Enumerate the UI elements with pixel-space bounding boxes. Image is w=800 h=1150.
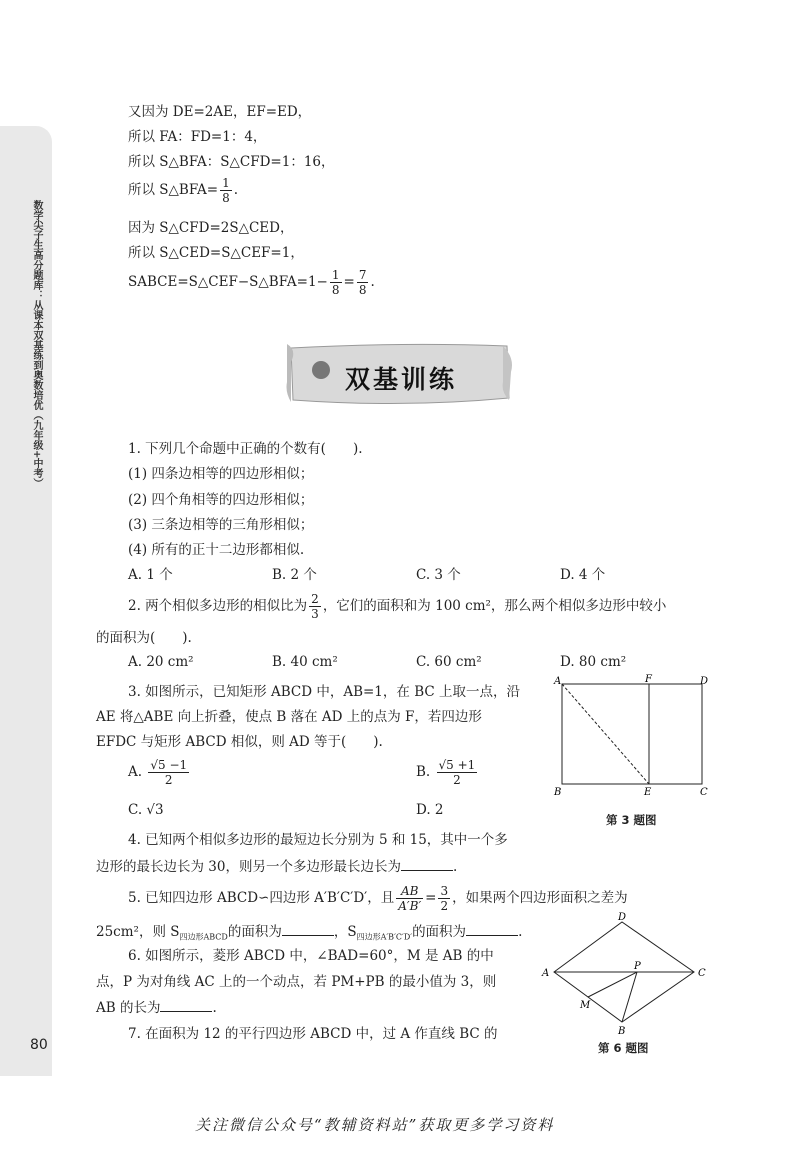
footer-note: 关注微信公众号“教辅资料站”获取更多学习资料 xyxy=(195,1116,555,1134)
q3-line-2: AE 将△ABE 向上折叠，使点 B 落在 AD 上的点为 F，若四边形 xyxy=(96,709,482,725)
numerator: √5 −1 xyxy=(150,758,188,772)
solution-line-7-text: SABCE=S△CEF−S△BFA=1− xyxy=(128,274,328,290)
q5-text-g: 的面积为 xyxy=(412,924,467,940)
q3-option-b xyxy=(416,758,479,787)
q1-option-c: C. 3 个 xyxy=(416,567,461,583)
q3-line-3: EFDC 与矩形 ABCD 相似，则 AD 等于( ). xyxy=(96,734,383,750)
q3-option-d: D. 2 xyxy=(416,802,444,818)
label-b: B xyxy=(618,1026,626,1037)
sidebar xyxy=(0,126,52,1076)
q6-line-1: 6. 如图所示，菱形 ABCD 中，∠BAD=60°，M 是 AB 的中 xyxy=(128,948,494,964)
numerator: 2 xyxy=(311,592,319,606)
denominator: 2 xyxy=(453,773,461,787)
label-p: P xyxy=(634,961,641,972)
section-title: 双基训练 xyxy=(345,365,458,394)
fraction xyxy=(148,758,189,787)
denominator: 8 xyxy=(222,191,230,205)
q2-stem-c: 的面积为( ). xyxy=(96,630,192,646)
q5-subscript-2: 四边形A′B′C′D′ xyxy=(356,932,413,942)
solution-line-1: 又因为 DE=2AE，EF=ED， xyxy=(128,104,312,120)
fraction xyxy=(437,758,478,787)
q1-stem: 1. 下列几个命题中正确的个数有( ). xyxy=(128,441,363,457)
q6-line-3-text: AB 的长为 xyxy=(96,1000,161,1016)
label-d: D xyxy=(700,676,709,687)
q3-option-a-label: A. xyxy=(128,764,143,780)
q2-option-d: D. 80 cm² xyxy=(560,654,627,670)
q1-item-1: (1) 四条边相等的四边形相似； xyxy=(128,466,314,482)
numerator: AB xyxy=(396,884,423,899)
q3-figure xyxy=(548,672,718,800)
fraction xyxy=(396,884,423,913)
book-title: 数学尖子生高分题库：从课本双基练到奥数培优（九年级+中考） xyxy=(31,200,42,489)
q3-option-b-label: B. xyxy=(416,764,431,780)
numerator: 1 xyxy=(222,176,230,190)
q4-line-2: 边形的最长边长为 30，则另一个多边形最长边长为 . xyxy=(96,859,458,875)
q1-item-3: (3) 三条边相等的三角形相似； xyxy=(128,517,314,533)
answer-blank xyxy=(401,858,453,871)
answer-blank xyxy=(466,923,518,936)
q1-option-a: A. 1 个 xyxy=(128,567,173,583)
q2-option-a: A. 20 cm² xyxy=(128,654,194,670)
label-e: E xyxy=(644,787,652,798)
q2-stem-a: 2. 两个相似多边形的相似比为 xyxy=(128,598,308,614)
solution-line-5: 因为 S△CFD=2S△CED， xyxy=(128,220,294,236)
fraction xyxy=(309,592,321,621)
q2-option-c: C. 60 cm² xyxy=(416,654,482,670)
q5-text-f: ，S xyxy=(333,924,357,940)
q3-option-a xyxy=(128,758,191,787)
denominator: 2 xyxy=(164,773,173,787)
solution-line-3: 所以 S△BFA：S△CFD=1：16， xyxy=(128,154,335,170)
denominator: 2 xyxy=(440,899,449,913)
q2-stem-b: ，它们的面积和为 100 cm²，那么两个相似多边形中较小 xyxy=(322,598,667,614)
q3-option-c: C. √3 xyxy=(128,802,164,818)
q2-option-b: B. 40 cm² xyxy=(272,654,338,670)
label-d: D xyxy=(618,912,627,923)
fraction xyxy=(330,268,342,297)
label-c: C xyxy=(700,787,708,798)
numerator: 1 xyxy=(331,268,340,282)
q5-text-e: 的面积为 xyxy=(227,924,282,940)
q3-line-1: 3. 如图所示，已知矩形 ABCD 中，AB=1，在 BC 上取一点，沿 xyxy=(128,684,520,700)
label-c: C xyxy=(698,968,706,979)
q1-option-b: B. 2 个 xyxy=(272,567,317,583)
numerator: 7 xyxy=(358,268,367,282)
q5-text-b: = xyxy=(425,890,437,906)
q6-line-2: 点，P 为对角线 AC 上的一个动点，若 PM+PB 的最小值为 3，则 xyxy=(96,974,497,990)
q5-subscript-1: 四边形ABCD xyxy=(179,932,228,942)
q5-text-d: 25cm²，则 S xyxy=(96,924,180,940)
q5-line-2: 25cm²，则 $S_{四边形ABCD}$的面积为 ，$S_{四边形A'B'C'D'}$的面积为 . xyxy=(96,924,523,942)
solution-line-7: SABCE=S△CEF−S△BFA=1− $\frac{1}{8}$ = $\frac{7}{8}$ . xyxy=(128,268,375,297)
q6-figure xyxy=(540,908,720,1038)
q5-text-a: 5. 已知四边形 ABCD∽四边形 A′B′C′D′，且 xyxy=(128,890,395,906)
fraction xyxy=(438,884,450,913)
q1-item-2: (2) 四个角相等的四边形相似； xyxy=(128,492,314,508)
q4-line-1: 4. 已知两个相似多边形的最短边长分别为 5 和 15，其中一个多 xyxy=(128,832,508,848)
label-a: A xyxy=(554,676,562,687)
solution-line-6: 所以 S△CED=S△CEF=1， xyxy=(128,245,304,261)
q7-line-1: 7. 在面积为 12 的平行四边形 ABCD 中，过 A 作直线 BC 的 xyxy=(128,1026,498,1042)
label-f: F xyxy=(645,674,652,685)
q5-text-c: ，如果两个四边形面积之差为 xyxy=(452,890,628,906)
label-m: M xyxy=(580,1000,591,1011)
denominator: 3 xyxy=(311,607,319,621)
fraction xyxy=(357,268,369,297)
q1-item-4: (4) 所有的正十二边形都相似. xyxy=(128,542,305,558)
solution-line-2: 所以 FA：FD=1：4， xyxy=(128,129,267,145)
q3-figure-caption: 第 3 题图 xyxy=(606,813,657,827)
q6-figure-caption: 第 6 题图 xyxy=(598,1041,649,1055)
answer-blank xyxy=(160,999,212,1012)
numerator: 3 xyxy=(440,884,449,898)
page-number: 80 xyxy=(30,1037,48,1053)
label-a: A xyxy=(542,968,550,979)
fraction xyxy=(220,176,232,205)
solution-line-4-text: 所以 S△BFA= xyxy=(128,182,219,198)
solution-line-4: 所以 S△BFA= $\frac{1}{8}$ . xyxy=(128,176,239,205)
q4-line-2-text: 边形的最长边长为 30，则另一个多边形最长边长为 xyxy=(96,859,401,875)
q1-option-d: D. 4 个 xyxy=(560,567,606,583)
label-b: B xyxy=(554,787,562,798)
numerator: √5 +1 xyxy=(438,758,476,772)
q2-stem xyxy=(128,592,666,621)
denominator: 8 xyxy=(358,283,367,297)
q6-line-3: AB 的长为 . xyxy=(96,1000,217,1016)
denominator: A′B′ xyxy=(398,899,422,913)
answer-blank xyxy=(282,923,334,936)
denominator: 8 xyxy=(331,283,340,297)
